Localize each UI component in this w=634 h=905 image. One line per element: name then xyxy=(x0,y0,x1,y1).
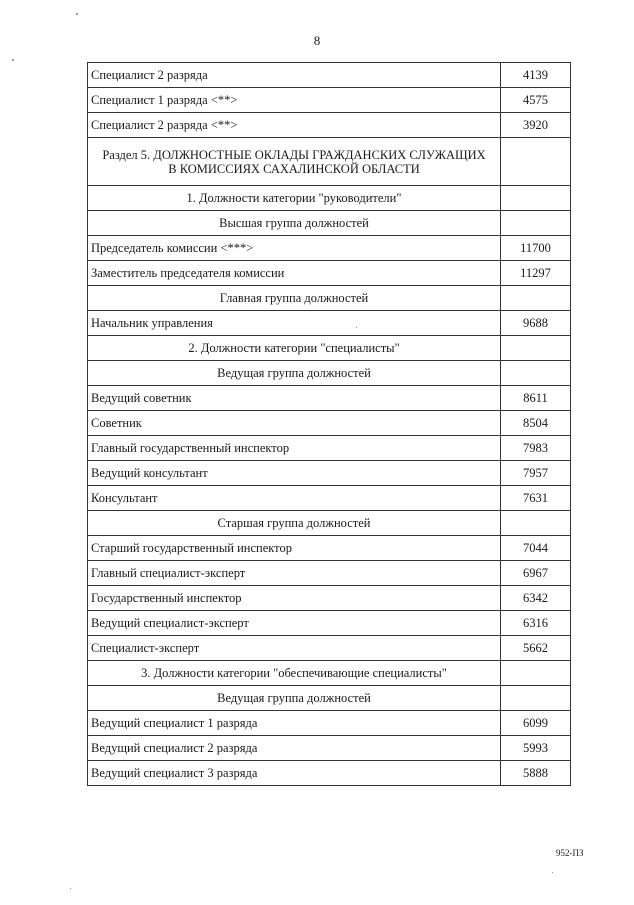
salary-value-cell: 4139 xyxy=(501,63,571,88)
table-row xyxy=(88,436,571,461)
salary-value-cell xyxy=(501,138,571,186)
salary-value-cell: 5888 xyxy=(501,761,571,786)
salary-value-cell: 7631 xyxy=(501,486,571,511)
salary-value-cell: 4575 xyxy=(501,88,571,113)
table-body xyxy=(88,63,571,786)
position-name-cell: Ведущий специалист 1 разряда xyxy=(88,711,501,736)
table-row xyxy=(88,536,571,561)
heading-cell: Главная группа должностей xyxy=(88,286,501,311)
position-name-cell: Председатель комиссии <***> xyxy=(88,236,501,261)
table-row xyxy=(88,736,571,761)
table-row xyxy=(88,311,571,336)
position-name-cell: Специалист-эксперт xyxy=(88,636,501,661)
position-name-cell: Советник xyxy=(88,411,501,436)
salary-value-cell xyxy=(501,361,571,386)
salary-value-cell: 11700 xyxy=(501,236,571,261)
heading-cell: Ведущая группа должностей xyxy=(88,686,501,711)
table-row xyxy=(88,411,571,436)
salary-value-cell xyxy=(501,511,571,536)
position-name-cell: Специалист 2 разряда <**> xyxy=(88,113,501,138)
group-header-row xyxy=(88,336,571,361)
table-row xyxy=(88,636,571,661)
document-code: 952-ПЗ xyxy=(556,848,584,858)
table-row xyxy=(88,461,571,486)
heading-cell: 3. Должности категории "обеспечивающие специалисты" xyxy=(88,661,501,686)
position-name-cell: Главный государственный инспектор xyxy=(88,436,501,461)
heading-cell: Ведущая группа должностей xyxy=(88,361,501,386)
table-row xyxy=(88,113,571,138)
group-header-row xyxy=(88,186,571,211)
table-row xyxy=(88,486,571,511)
position-name-cell: Ведущий консультант xyxy=(88,461,501,486)
salary-value-cell: 7983 xyxy=(501,436,571,461)
position-name-cell: Государственный инспектор xyxy=(88,586,501,611)
salary-value-cell xyxy=(501,286,571,311)
salary-value-cell xyxy=(501,661,571,686)
table-row xyxy=(88,88,571,113)
salary-value-cell: 8611 xyxy=(501,386,571,411)
salary-value-cell: 7957 xyxy=(501,461,571,486)
scan-speck xyxy=(356,327,357,328)
table-row xyxy=(88,63,571,88)
salary-value-cell xyxy=(501,686,571,711)
position-name-cell: Специалист 1 разряда <**> xyxy=(88,88,501,113)
position-name-cell: Ведущий специалист 3 разряда xyxy=(88,761,501,786)
table-row xyxy=(88,586,571,611)
salary-table xyxy=(87,62,571,786)
position-name-cell: Старший государственный инспектор xyxy=(88,536,501,561)
group-header-row xyxy=(88,661,571,686)
salary-value-cell: 9688 xyxy=(501,311,571,336)
page-number: 8 xyxy=(313,33,321,48)
salary-value-cell: 5993 xyxy=(501,736,571,761)
scan-speck xyxy=(76,13,78,15)
position-name-cell: Консультант xyxy=(88,486,501,511)
position-name-cell: Начальник управления xyxy=(88,311,501,336)
table-row xyxy=(88,761,571,786)
heading-cell: 2. Должности категории "специалисты" xyxy=(88,336,501,361)
heading-cell: Раздел 5. ДОЛЖНОСТНЫЕ ОКЛАДЫ ГРАЖДАНСКИХ СЛУЖАЩИХ В КОМИССИЯХ САХАЛИНСКОЙ ОБЛАСТИ xyxy=(88,138,501,186)
salary-value-cell: 11297 xyxy=(501,261,571,286)
table-row xyxy=(88,261,571,286)
group-header-row xyxy=(88,286,571,311)
salary-value-cell: 6316 xyxy=(501,611,571,636)
heading-cell: 1. Должности категории "руководители" xyxy=(88,186,501,211)
salary-value-cell xyxy=(501,186,571,211)
salary-value-cell: 7044 xyxy=(501,536,571,561)
salary-value-cell: 6967 xyxy=(501,561,571,586)
salary-value-cell xyxy=(501,336,571,361)
heading-cell: Высшая группа должностей xyxy=(88,211,501,236)
salary-value-cell: 6342 xyxy=(501,586,571,611)
group-header-row xyxy=(88,511,571,536)
group-header-row xyxy=(88,361,571,386)
heading-cell: Старшая группа должностей xyxy=(88,511,501,536)
table-row xyxy=(88,386,571,411)
table-row xyxy=(88,611,571,636)
section-header-row xyxy=(88,138,571,186)
group-header-row xyxy=(88,686,571,711)
scan-speck xyxy=(12,59,14,61)
position-name-cell: Специалист 2 разряда xyxy=(88,63,501,88)
position-name-cell: Ведущий специалист 2 разряда xyxy=(88,736,501,761)
table-row xyxy=(88,561,571,586)
position-name-cell: Заместитель председателя комиссии xyxy=(88,261,501,286)
salary-value-cell: 6099 xyxy=(501,711,571,736)
table-row xyxy=(88,711,571,736)
scan-speck xyxy=(70,888,71,889)
scan-speck xyxy=(552,872,553,873)
salary-value-cell: 5662 xyxy=(501,636,571,661)
table-row xyxy=(88,236,571,261)
salary-value-cell: 3920 xyxy=(501,113,571,138)
position-name-cell: Ведущий специалист-эксперт xyxy=(88,611,501,636)
group-header-row xyxy=(88,211,571,236)
position-name-cell: Ведущий советник xyxy=(88,386,501,411)
position-name-cell: Главный специалист-эксперт xyxy=(88,561,501,586)
salary-value-cell xyxy=(501,211,571,236)
salary-value-cell: 8504 xyxy=(501,411,571,436)
